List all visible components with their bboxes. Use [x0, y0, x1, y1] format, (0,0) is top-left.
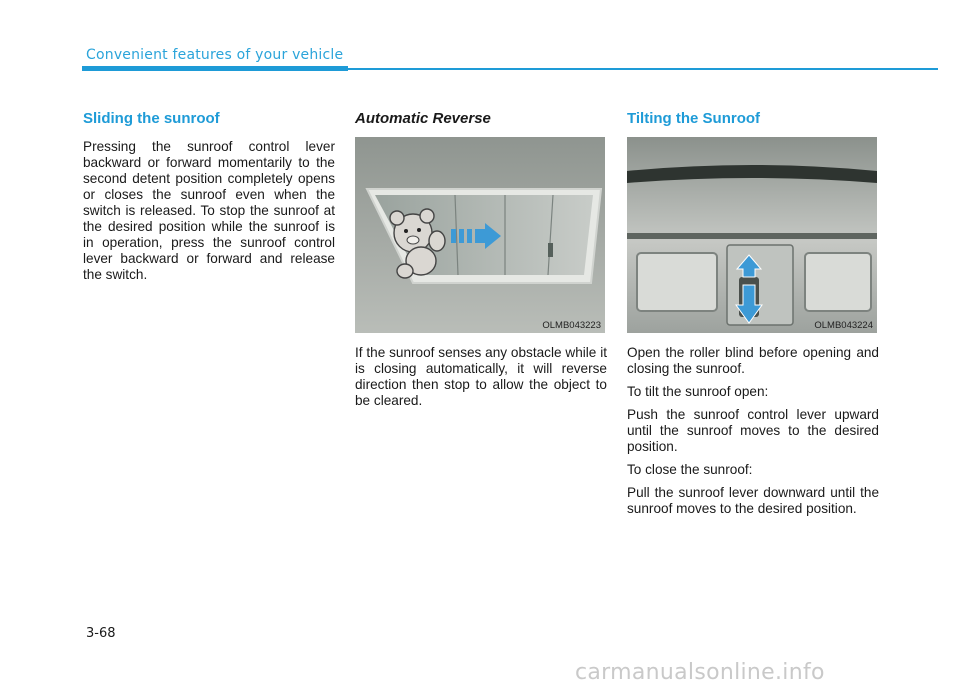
column-automatic-reverse [355, 110, 607, 416]
section-title: Convenient features of your vehicle [86, 47, 344, 63]
paragraph: Pull the sunroof lever downward until the sunroof moves to the desired position. [627, 485, 879, 516]
column-sliding-sunroof [83, 110, 335, 290]
heading-sliding-sunroof: Sliding the sunroof [83, 110, 220, 127]
heading-tilting-sunroof: Tilting the Sunroof [627, 110, 761, 127]
watermark: carmanualsonline.info [575, 660, 825, 685]
sunroof-lever-illustration [627, 137, 877, 333]
header-rule [348, 68, 938, 70]
paragraph: Pressing the sunroof control lever backward or forward momentarily to the second detent position completely opens or closes the sunroof even when the switch is released. To stop the sunroof at the desired position while the sunroof is in operation, press the sunroof control lever backward or forward and release the switch. [83, 139, 335, 282]
paragraph: To close the sunroof: [627, 462, 753, 477]
paragraph: If the sunroof senses any obstacle while it is closing automatically, it will reverse direction then stop to allow the object to be cleared. [355, 345, 607, 408]
figure-automatic-reverse [355, 137, 605, 333]
heading-automatic-reverse: Automatic Reverse [355, 110, 491, 127]
column-tilting-sunroof [627, 110, 879, 524]
figure-code: OLMB043224 [814, 320, 873, 331]
paragraph: Push the sunroof control lever upward until the sunroof moves to the desired position. [627, 407, 879, 454]
paragraph: To tilt the sunroof open: [627, 384, 769, 399]
header-rule-accent [82, 66, 348, 71]
figure-code: OLMB043223 [542, 320, 601, 331]
figure-tilting-sunroof [627, 137, 877, 333]
paragraph: Open the roller blind before opening and closing the sunroof. [627, 345, 879, 376]
page-number: 3-68 [86, 626, 116, 641]
sunroof-obstacle-illustration [355, 137, 605, 333]
